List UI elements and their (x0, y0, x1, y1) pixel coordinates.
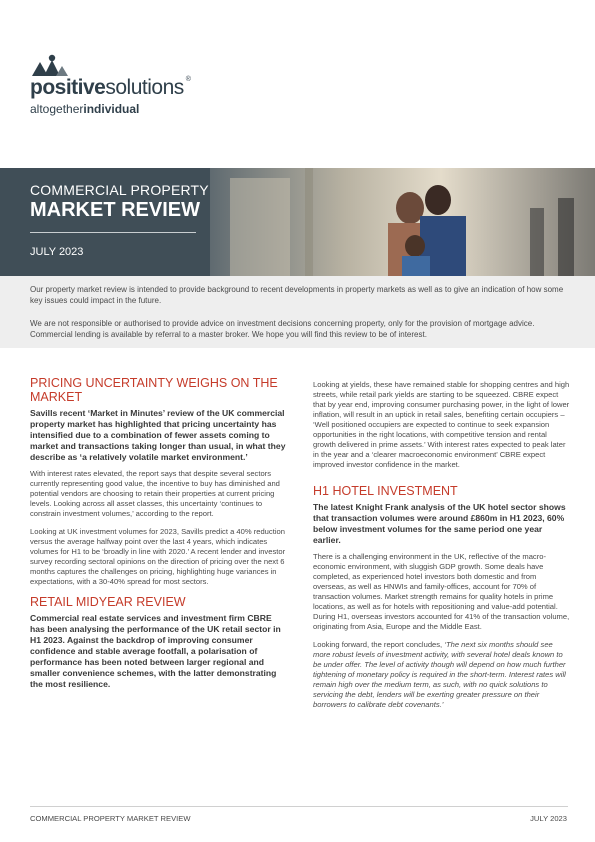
hotel-quote: ‘The next six months should see more robust levels of investment activity, with several hotel deals known to be under offer. The level of activity though will depend on how much further tightening of monetary policy is required in the short-term. Interest rates will remain high over the medium term, as such, with no quick solutions to servicing the debt, lenders will be exerting greater pressure on their borrowers to calibrate debt covenants.’ (313, 640, 566, 709)
heading-pricing: PRICING UNCERTAINTY WEIGHS ON THE MARKET (30, 376, 278, 404)
right-column (313, 380, 570, 718)
logo-mark-icon (30, 54, 70, 78)
hotel-paragraph-1: There is a challenging environment in the UK, reflective of the macro-economic environment, with sluggish GDP growth. Some deals have completed, as experienced hotel investors both domestic and from overseas, as well as HNWIs and family-offices, account for 70% of transaction volumes. Market strength remains for quality hotels in prime locations, as well as for hotels with repositioning and value-add potential. During H1, overseas investors accounted for 41% of the transaction volume, originating from Asia, Europe and the Middle East. (313, 552, 570, 631)
hero-banner (0, 168, 595, 276)
lead-retail: Commercial real estate services and investment firm CBRE has been analysing the performance of the UK retail sector in H1 2023. Against the backdrop of improving consumer confidence and stable average footfall, a polarisation of performance has been noted between larger regional and smaller convenience schemes, with the latter demonstrating the most resilience. (30, 613, 281, 689)
company-logo (30, 54, 230, 124)
issue-date: JULY 2023 (30, 246, 84, 258)
intro-paragraph-2: We are not responsible or authorised to provide advice on investment decisions concerning property, only for the provision of mortgage advice. Commercial lending is available by referral to a master broker. We hope you will find this review to be of interest. (30, 319, 535, 339)
logo-wordmark: positivesolutions ® (30, 76, 191, 99)
left-column (30, 376, 288, 696)
footer-date: JULY 2023 (530, 814, 567, 823)
document-title: MARKET REVIEW (30, 199, 200, 221)
heading-hotel: H1 HOTEL INVESTMENT (313, 484, 458, 498)
footer-title: COMMERCIAL PROPERTY MARKET REVIEW (30, 814, 191, 823)
lead-pricing: Savills recent ‘Market in Minutes’ review of the UK commercial property market has highlighted that pricing uncertainty has intensified due to a combination of fewer assets coming to market and transactions taking longer than usual, in what they describe as ‘a relatively volatile market environment.’ (30, 408, 286, 462)
shopping-photo (210, 168, 595, 276)
hotel-paragraph-2: Looking forward, the report concludes, ‘The next six months should see more robust levels of investment activity, with several hotel deals known to be under offer. The level of activity though will depend on how much further tightening of monetary policy is required in the short-term. Interest rates will remain high over the medium term, as such, with no quick solutions to servicing the debt, lenders will be exerting greater pressure on their borrowers to calibrate debt covenants.’ (313, 640, 566, 709)
intro-paragraph-1: Our property market review is intended to provide background to recent developments in property markets as well as to give an indication of how some key issues could impact in the future. (30, 285, 564, 305)
pricing-paragraph-1: With interest rates elevated, the report says that despite several sectors currently representing good value, the incentive to buy has diminished and potential vendors are choosing to retain their properties at current pricing levels. Looking across all asset classes, this uncertainty ‘continues to constrain investment volumes,’ according to the report. (30, 469, 280, 518)
intro-box (0, 276, 595, 348)
footer-divider (30, 806, 568, 807)
lead-hotel: The latest Knight Frank analysis of the UK hotel sector shows that transaction volumes were around £860m in H1 2023, 60% below investment volumes for the same period one year earlier. (313, 502, 566, 545)
retail-paragraph-1: Looking at yields, these have remained stable for shopping centres and high streets, while retail park yields are starting to be squeezed. CBRE expect that by year end, improving consumer purchasing power, in the light of lower inflation, will result in an uptick in retail sales, benefiting certain occupiers – ‘Well positioned occupiers are expected to continue to seek expansion opportunities in the right locations, with competitive tension and rental growth delivered in prime assets.’ With interest rates expected to peak later in the year and a ‘clearer macroeconomic environment’ CBRE expect improved investor confidence in the market. (313, 380, 570, 469)
heading-retail: RETAIL MIDYEAR REVIEW (30, 595, 186, 609)
logo-tagline: altogetherindividual (30, 102, 140, 116)
hero-divider (30, 232, 196, 233)
hero-kicker: COMMERCIAL PROPERTY (30, 182, 209, 198)
pricing-paragraph-2: Looking at UK investment volumes for 2023, Savills predict a 40% reduction versus the average halfway point over the last 4 years, which indicates volumes for H1 to be ‘broadly in line with 2020.’ A recent lender and investor survey recording sectoral opinions on the direction of pricing over the next 6 months captures the challenges on pricing, highlighting huge variances in expectations, with a 30-40% spread for most sectors. (30, 527, 286, 586)
